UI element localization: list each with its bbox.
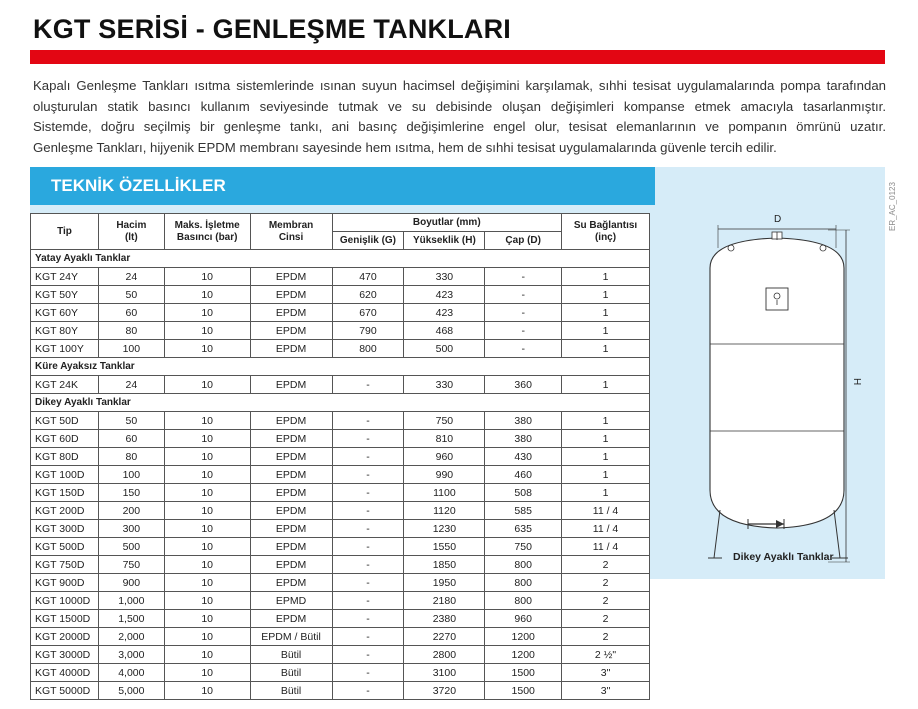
table-cell: 3720 xyxy=(404,682,485,700)
document-code: ER_AC_0123 xyxy=(888,182,897,231)
table-cell: KGT 1500D xyxy=(31,610,99,628)
table-cell: 960 xyxy=(404,448,485,466)
table-cell: 1120 xyxy=(404,502,485,520)
table-cell: 670 xyxy=(332,304,404,322)
table-cell: 1 xyxy=(562,340,650,358)
table-row xyxy=(31,628,650,646)
table-cell: EPDM xyxy=(250,304,332,322)
table-cell: 430 xyxy=(485,448,562,466)
table-cell: 5,000 xyxy=(98,682,164,700)
table-row xyxy=(31,574,650,592)
table-cell: EPDM xyxy=(250,412,332,430)
table-cell: 10 xyxy=(164,430,250,448)
table-cell: KGT 100Y xyxy=(31,340,99,358)
group-label: Yatay Ayaklı Tanklar xyxy=(31,250,650,268)
table-cell: 1 xyxy=(562,322,650,340)
table-cell: 1230 xyxy=(404,520,485,538)
table-cell: 1 xyxy=(562,268,650,286)
table-cell: 10 xyxy=(164,574,250,592)
table-cell: 1 xyxy=(562,484,650,502)
table-cell: 80 xyxy=(98,322,164,340)
table-cell: EPDM xyxy=(250,268,332,286)
table-cell: 1,000 xyxy=(98,592,164,610)
table-cell: 24 xyxy=(98,376,164,394)
table-cell: 60 xyxy=(98,430,164,448)
table-cell: 2 xyxy=(562,574,650,592)
table-cell: 2 xyxy=(562,592,650,610)
table-cell: 620 xyxy=(332,286,404,304)
table-row xyxy=(31,646,650,664)
table-cell: 10 xyxy=(164,502,250,520)
table-cell: KGT 750D xyxy=(31,556,99,574)
header-cap: Çap (D) xyxy=(485,232,562,250)
table-cell: 330 xyxy=(404,268,485,286)
table-cell: - xyxy=(485,268,562,286)
table-cell: 1 xyxy=(562,466,650,484)
table-cell: - xyxy=(332,430,404,448)
table-cell: 100 xyxy=(98,340,164,358)
table-cell: - xyxy=(332,610,404,628)
table-cell: 1 xyxy=(562,430,650,448)
table-cell: EPDM xyxy=(250,520,332,538)
table-cell: 3" xyxy=(562,664,650,682)
table-cell: 960 xyxy=(485,610,562,628)
table-cell: KGT 24K xyxy=(31,376,99,394)
table-cell: KGT 4000D xyxy=(31,664,99,682)
table-cell: 2 xyxy=(562,556,650,574)
header-hacim: Hacim (lt) xyxy=(98,214,164,250)
table-cell: 10 xyxy=(164,610,250,628)
table-cell: 1200 xyxy=(485,646,562,664)
table-cell: 10 xyxy=(164,628,250,646)
intro-line: Genleşme Tankları, hijyenik EPDM membranı sayesinde hem ısıtma, hem de sıhhi tesisat uygulamalarında güvenle tercih edilir. xyxy=(33,139,777,155)
page-title: KGT SERİSİ - GENLEŞME TANKLARI xyxy=(33,14,512,44)
tank-diagram xyxy=(688,210,868,580)
spec-section-title: TEKNİK ÖZELLİKLER xyxy=(51,176,226,195)
table-cell: 1200 xyxy=(485,628,562,646)
table-cell: - xyxy=(332,538,404,556)
table-cell: 3,000 xyxy=(98,646,164,664)
table-cell: 4,000 xyxy=(98,664,164,682)
table-cell: 3100 xyxy=(404,664,485,682)
table-cell: 2 ½" xyxy=(562,646,650,664)
table-cell: 750 xyxy=(98,556,164,574)
table-row xyxy=(31,502,650,520)
table-cell: 10 xyxy=(164,448,250,466)
spec-table-body xyxy=(31,250,650,700)
table-cell: 1950 xyxy=(404,574,485,592)
table-cell: 50 xyxy=(98,286,164,304)
table-cell: - xyxy=(332,502,404,520)
title-divider xyxy=(30,50,885,64)
table-cell: 10 xyxy=(164,286,250,304)
table-cell: 800 xyxy=(485,556,562,574)
table-cell: EPDM xyxy=(250,448,332,466)
table-cell: - xyxy=(485,304,562,322)
table-row xyxy=(31,682,650,700)
table-cell: 10 xyxy=(164,664,250,682)
table-row xyxy=(31,268,650,286)
table-row xyxy=(31,592,650,610)
table-cell: 10 xyxy=(164,646,250,664)
table-cell: 800 xyxy=(332,340,404,358)
table-cell: 508 xyxy=(485,484,562,502)
table-cell: - xyxy=(332,664,404,682)
table-cell: 60 xyxy=(98,304,164,322)
table-cell: 200 xyxy=(98,502,164,520)
table-cell: 11 / 4 xyxy=(562,520,650,538)
table-cell: - xyxy=(485,286,562,304)
table-cell: - xyxy=(332,556,404,574)
table-row xyxy=(31,286,650,304)
table-cell: 500 xyxy=(404,340,485,358)
table-cell: KGT 2000D xyxy=(31,628,99,646)
table-cell: 468 xyxy=(404,322,485,340)
table-cell: 460 xyxy=(485,466,562,484)
table-cell: 750 xyxy=(485,538,562,556)
table-row xyxy=(31,322,650,340)
table-cell: EPDM xyxy=(250,610,332,628)
table-cell: KGT 60Y xyxy=(31,304,99,322)
table-cell: KGT 60D xyxy=(31,430,99,448)
table-cell: 800 xyxy=(485,574,562,592)
table-cell: 1100 xyxy=(404,484,485,502)
table-cell: 500 xyxy=(98,538,164,556)
table-cell: 1 xyxy=(562,286,650,304)
table-cell: KGT 100D xyxy=(31,466,99,484)
table-cell: 10 xyxy=(164,268,250,286)
table-cell: 1550 xyxy=(404,538,485,556)
table-cell: EPDM xyxy=(250,466,332,484)
table-cell: EPDM xyxy=(250,538,332,556)
table-row xyxy=(31,538,650,556)
table-cell: 300 xyxy=(98,520,164,538)
table-row xyxy=(31,466,650,484)
table-row xyxy=(31,304,650,322)
diagram-caption: Dikey Ayaklı Tanklar xyxy=(733,551,834,563)
table-cell: 11 / 4 xyxy=(562,502,650,520)
table-cell: - xyxy=(332,484,404,502)
header-tip: Tip xyxy=(31,214,99,250)
table-cell: 1,500 xyxy=(98,610,164,628)
table-cell: KGT 5000D xyxy=(31,682,99,700)
header-boyutlar: Boyutlar (mm) xyxy=(332,214,562,232)
intro-line: oluşturulan statik basıncı kullanım seviyesinde tutmak ve su debisinde oluşan değişimleri kompanse etmek amacıyla tasarlanmıştır. xyxy=(33,98,886,114)
table-cell: EPDM / Bütil xyxy=(250,628,332,646)
table-cell: 10 xyxy=(164,682,250,700)
table-cell: 10 xyxy=(164,322,250,340)
table-cell: KGT 500D xyxy=(31,538,99,556)
table-row xyxy=(31,664,650,682)
table-cell: KGT 50D xyxy=(31,412,99,430)
table-cell: 2380 xyxy=(404,610,485,628)
group-label: Dikey Ayaklı Tanklar xyxy=(31,394,650,412)
table-cell: 11 / 4 xyxy=(562,538,650,556)
group-label: Küre Ayaksız Tanklar xyxy=(31,358,650,376)
table-cell: - xyxy=(485,340,562,358)
header-yukseklik: Yükseklik (H) xyxy=(404,232,485,250)
table-cell: 150 xyxy=(98,484,164,502)
tank-leg xyxy=(834,510,840,558)
table-cell: 1 xyxy=(562,376,650,394)
intro-paragraph xyxy=(33,76,886,158)
table-cell: EPDM xyxy=(250,556,332,574)
table-cell: 10 xyxy=(164,592,250,610)
table-cell: 330 xyxy=(404,376,485,394)
intro-line: Kapalı Genleşme Tankları ısıtma sistemlerinde ısınan suyun hacimsel değişimini karşılamak, sıhhi tesisat uygulamalarında pompa tarafından xyxy=(33,78,886,93)
table-cell: KGT 150D xyxy=(31,484,99,502)
table-cell: 750 xyxy=(404,412,485,430)
table-cell: 50 xyxy=(98,412,164,430)
table-cell: KGT 50Y xyxy=(31,286,99,304)
spec-table xyxy=(30,213,650,700)
table-cell: 3" xyxy=(562,682,650,700)
table-cell: 2 xyxy=(562,610,650,628)
table-cell: 10 xyxy=(164,340,250,358)
table-cell: 100 xyxy=(98,466,164,484)
table-cell: 10 xyxy=(164,556,250,574)
table-cell: KGT 1000D xyxy=(31,592,99,610)
table-cell: 790 xyxy=(332,322,404,340)
table-cell: 810 xyxy=(404,430,485,448)
table-cell: 470 xyxy=(332,268,404,286)
table-cell: EPDM xyxy=(250,340,332,358)
table-cell: 10 xyxy=(164,304,250,322)
table-cell: 1850 xyxy=(404,556,485,574)
table-cell: 10 xyxy=(164,484,250,502)
table-cell: - xyxy=(332,574,404,592)
table-cell: 10 xyxy=(164,538,250,556)
table-cell: 24 xyxy=(98,268,164,286)
table-cell: EPDM xyxy=(250,484,332,502)
table-group-row xyxy=(31,394,650,412)
dimension-h-label: H xyxy=(851,378,862,386)
tank-leg xyxy=(714,510,720,558)
table-row xyxy=(31,610,650,628)
table-row xyxy=(31,340,650,358)
header-genislik: Genişlik (G) xyxy=(332,232,404,250)
table-row xyxy=(31,376,650,394)
table-row xyxy=(31,412,650,430)
table-cell: 2800 xyxy=(404,646,485,664)
table-cell: 10 xyxy=(164,376,250,394)
table-cell: KGT 24Y xyxy=(31,268,99,286)
table-cell: EPDM xyxy=(250,574,332,592)
intro-line: Sistemde, doğru seçilmiş bir genleşme tankı, ani basınç değişimlerine engel olur, tesisat elemanlarının ve pompanın ömrünü uzatır. xyxy=(33,119,886,134)
table-cell: - xyxy=(332,628,404,646)
table-cell: EPDM xyxy=(250,376,332,394)
table-cell: EPDM xyxy=(250,430,332,448)
table-cell: 900 xyxy=(98,574,164,592)
table-cell: 380 xyxy=(485,412,562,430)
table-group-row xyxy=(31,358,650,376)
table-cell: - xyxy=(332,412,404,430)
table-cell: - xyxy=(332,520,404,538)
table-group-row xyxy=(31,250,650,268)
table-cell: KGT 80Y xyxy=(31,322,99,340)
header-membran: Membran Cinsi xyxy=(250,214,332,250)
table-cell: 1 xyxy=(562,304,650,322)
table-cell: 990 xyxy=(404,466,485,484)
table-cell: 1500 xyxy=(485,664,562,682)
table-cell: 2180 xyxy=(404,592,485,610)
table-cell: 1 xyxy=(562,448,650,466)
table-cell: KGT 80D xyxy=(31,448,99,466)
table-cell: 10 xyxy=(164,466,250,484)
table-cell: 1 xyxy=(562,412,650,430)
table-cell: 423 xyxy=(404,304,485,322)
table-cell: - xyxy=(332,592,404,610)
table-cell: KGT 200D xyxy=(31,502,99,520)
table-cell: EPDM xyxy=(250,502,332,520)
table-cell: 2270 xyxy=(404,628,485,646)
table-cell: 380 xyxy=(485,430,562,448)
table-cell: EPDM xyxy=(250,286,332,304)
table-cell: 585 xyxy=(485,502,562,520)
dimension-d-label: D xyxy=(774,214,782,225)
table-row xyxy=(31,448,650,466)
table-cell: 360 xyxy=(485,376,562,394)
table-cell: KGT 300D xyxy=(31,520,99,538)
table-row xyxy=(31,520,650,538)
table-row xyxy=(31,430,650,448)
table-cell: EPDM xyxy=(250,322,332,340)
table-cell: Bütil xyxy=(250,682,332,700)
table-cell: Bütil xyxy=(250,664,332,682)
table-cell: - xyxy=(332,376,404,394)
table-cell: - xyxy=(332,682,404,700)
table-cell: - xyxy=(332,646,404,664)
table-cell: EPMD xyxy=(250,592,332,610)
table-cell: 10 xyxy=(164,520,250,538)
table-cell: KGT 900D xyxy=(31,574,99,592)
table-cell: 800 xyxy=(485,592,562,610)
tank-body xyxy=(710,238,844,528)
table-cell: - xyxy=(332,448,404,466)
header-baglanti: Su Bağlantısı (inç) xyxy=(562,214,650,250)
table-row xyxy=(31,556,650,574)
table-cell: 2,000 xyxy=(98,628,164,646)
table-cell: Bütil xyxy=(250,646,332,664)
table-cell: 423 xyxy=(404,286,485,304)
table-cell: 635 xyxy=(485,520,562,538)
spec-table-header xyxy=(31,214,650,250)
table-cell: - xyxy=(485,322,562,340)
table-cell: 2 xyxy=(562,628,650,646)
table-cell: 10 xyxy=(164,412,250,430)
header-basinc: Maks. İşletme Basıncı (bar) xyxy=(164,214,250,250)
table-cell: 1500 xyxy=(485,682,562,700)
table-cell: KGT 3000D xyxy=(31,646,99,664)
table-cell: 80 xyxy=(98,448,164,466)
table-row xyxy=(31,484,650,502)
table-cell: - xyxy=(332,466,404,484)
